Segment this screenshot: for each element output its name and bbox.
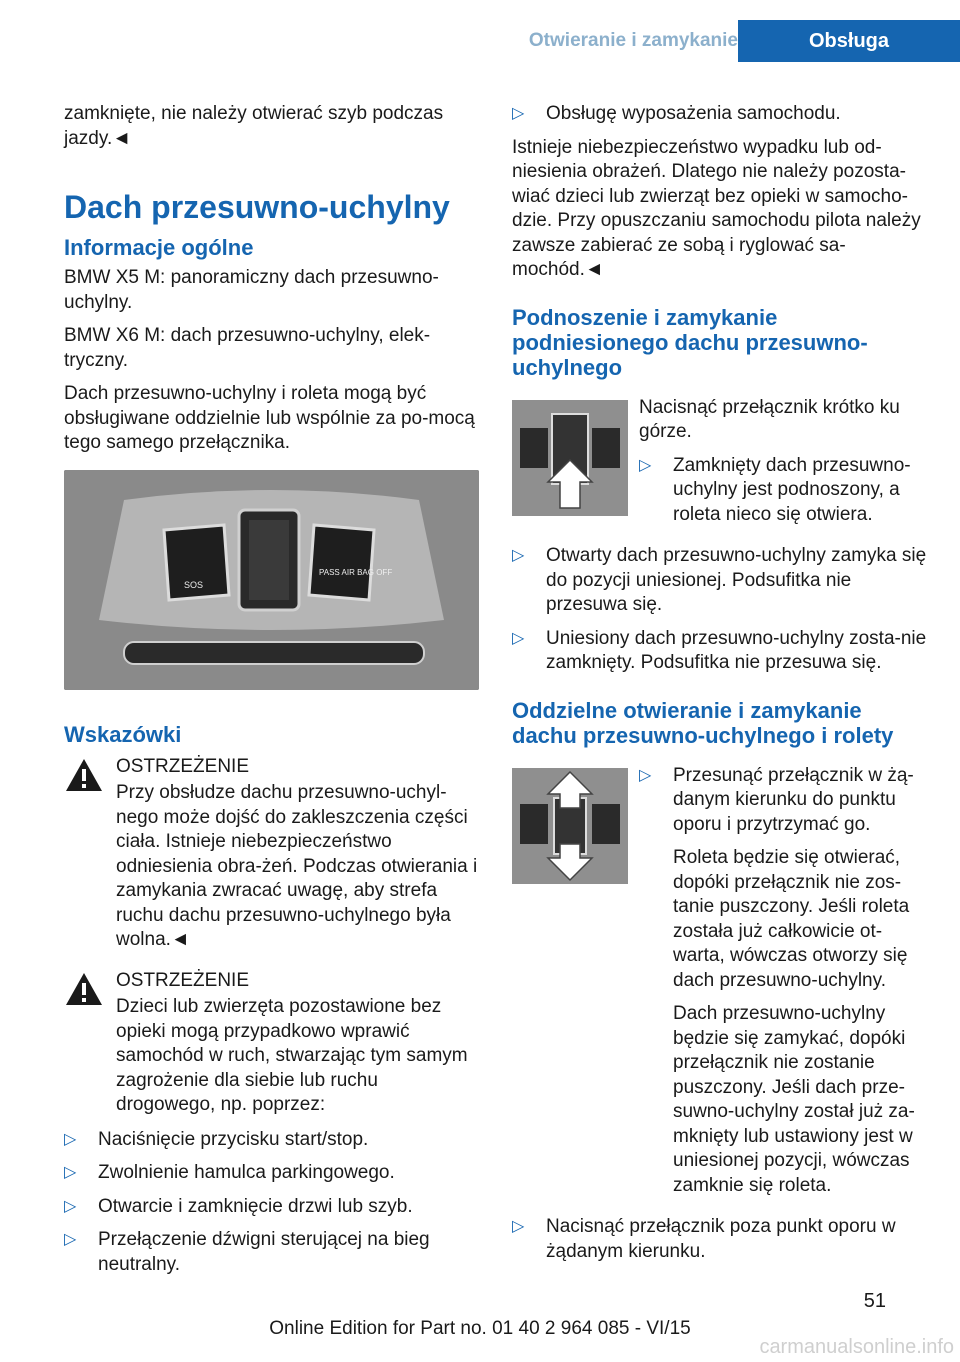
page-header [0,0,960,62]
para-blind: Roleta będzie się otwierać, dopóki przełącznik nie zos-tanie puszczony. Jeśli roleta została już całkowicie ot-warta, wówczas otworzy się dach przesuwno-uchylny. [673,847,910,991]
para-x5: BMW X5 M: panoramiczny dach przesuwno-uchylny. [64,267,439,313]
warning-icon [64,757,104,793]
heading-separate: Oddzielne otwieranie i zamykanie dachu przesuwno-uchylnego i rolety [512,697,894,748]
triangle-bullet-icon: ▷ [64,1231,77,1248]
list-item: ▷ Otwarcie i zamknięcie drzwi lub szyb. [64,1195,479,1220]
warning-icon [64,971,104,1007]
triangle-bullet-icon: ▷ [512,547,525,564]
sos-label: SOS [184,579,204,590]
triangle-bullet-icon: ▷ [512,1218,525,1235]
heading-tips: Wskazówki [64,721,182,747]
list-item: ▷ Nacisnąć przełącznik poza punkt oporu w żądanym kierunku. [512,1215,930,1264]
chapter-tab[interactable]: Obsługa [738,20,960,62]
para-roof-close: Dach przesuwno-uchylny będzie się zamykać, dopóki przełącznik nie zostanie puszczony. Jeśli dach prze-suwno-uchylny został już za-mknięty lub ustawiony jest w uniesionej pozycji, wówczas zamknie się roleta. [673,1003,915,1196]
raise-figure-row [512,396,930,537]
page-number: 51 [863,1290,886,1312]
warning-2 [64,969,479,1118]
triangle-bullet-icon: ▷ [639,456,652,474]
switch-up-figure [512,400,628,516]
warning-2-body: Dzieci lub zwierzęta pozostawione bez opieki mogą przypadkowo wprawić samochód w ruch, stwarzając tym samym zagrożenie dla siebie lub ruchu drogowego, np. poprzez: [116,996,468,1115]
triangle-bullet-icon: ▷ [64,1197,77,1215]
intro-text: zamknięte, nie należy otwierać szyb podczas jazdy.◄ [64,103,444,149]
triangle-bullet-icon: ▷ [512,105,525,122]
warning-1-body: Przy obsłudze dachu przesuwno-uchyl-nego może dojść do zakleszczenia części ciała. Istnieje niebezpieczeństwo odniesienia obra-żeń. Podczas otwierania i zamykania zwracać uwagę, aby strefa ruchu dachu przesuwno-uchylnego była wolna.◄ [116,782,478,950]
switch-illustration [512,768,628,884]
overhead-console-photo [64,470,479,690]
list-item: ▷ Obsługę wyposażenia samochodu. [512,102,930,127]
raise-instruction: Nacisnąć przełącznik krótko ku górze. [639,396,900,442]
separate-figure-row [512,764,930,1208]
console-illustration [64,470,479,690]
para-risk: Istnieje niebezpieczeństwo wypadku lub od-niesienia obrażeń. Dlatego nie należy pozosta-wiać dzieci lub zwierząt bez opieki w samocho-dzie. Przy opuszczaniu samochodu pilota należy zawsze zabierać ze sobą i ryglować sa-mochód.◄ [512,136,921,280]
para-x6: BMW X6 M: dach przesuwno-uchylny, elek-tryczny. [64,325,431,371]
warning-1 [64,755,479,953]
switch-updown-figure [512,768,628,884]
list-item: ▷ Naciśnięcie przycisku start/stop. [64,1128,479,1153]
warning-1-title: OSTRZEŻENIE [116,755,250,777]
para-switch: Dach przesuwno-uchylny i roleta mogą być obsługiwane oddzielnie lub wspólnie za po-mocą tego samego przełącznika. [64,383,475,453]
list-item: ▷ Zwolnienie hamulca parkingowego. [64,1161,479,1186]
list-item: ▷ Zamknięty dach przesuwno-uchylny jest podnoszony, a roleta nieco się otwiera. [639,454,930,528]
list-item: ▷ Przełączenie dźwigni sterującej na bieg neutralny. [64,1228,479,1277]
footer-edition: Online Edition for Part no. 01 40 2 964 085 - VI/15 [269,1318,691,1339]
watermark: carmanualsonline.info [759,1336,954,1358]
switch-illustration [512,400,628,516]
triangle-bullet-icon: ▷ [512,629,525,647]
right-column [512,102,930,1273]
list-item: ▷ Przesunąć przełącznik w żą-danym kierunku do punktu oporu i przytrzymać go. [639,764,930,838]
triangle-bullet-icon: ▷ [639,766,652,784]
list-item: ▷ Uniesiony dach przesuwno-uchylny zosta-nie zamknięty. Podsufitka nie przesuwa się. [512,627,930,676]
left-column [64,102,479,1286]
list-item: ▷ Otwarty dach przesuwno-uchylny zamyka się do pozycji uniesionej. Podsufitka nie przesuwa się. [512,544,930,618]
section-title: Otwieranie i zamykanie [528,30,738,51]
triangle-bullet-icon: ▷ [64,1130,77,1148]
heading-sunroof: Dach przesuwno-uchylny [64,189,450,225]
triangle-bullet-icon: ▷ [64,1164,77,1181]
heading-general: Informacje ogólne [64,235,254,260]
warning-2-title: OSTRZEŻENIE [116,969,250,991]
airbag-label: PASS AIR BAG OFF [319,567,393,577]
heading-raise: Podnoszenie i zamykanie podniesionego dachu przesuwno-uchylnego [512,304,868,380]
